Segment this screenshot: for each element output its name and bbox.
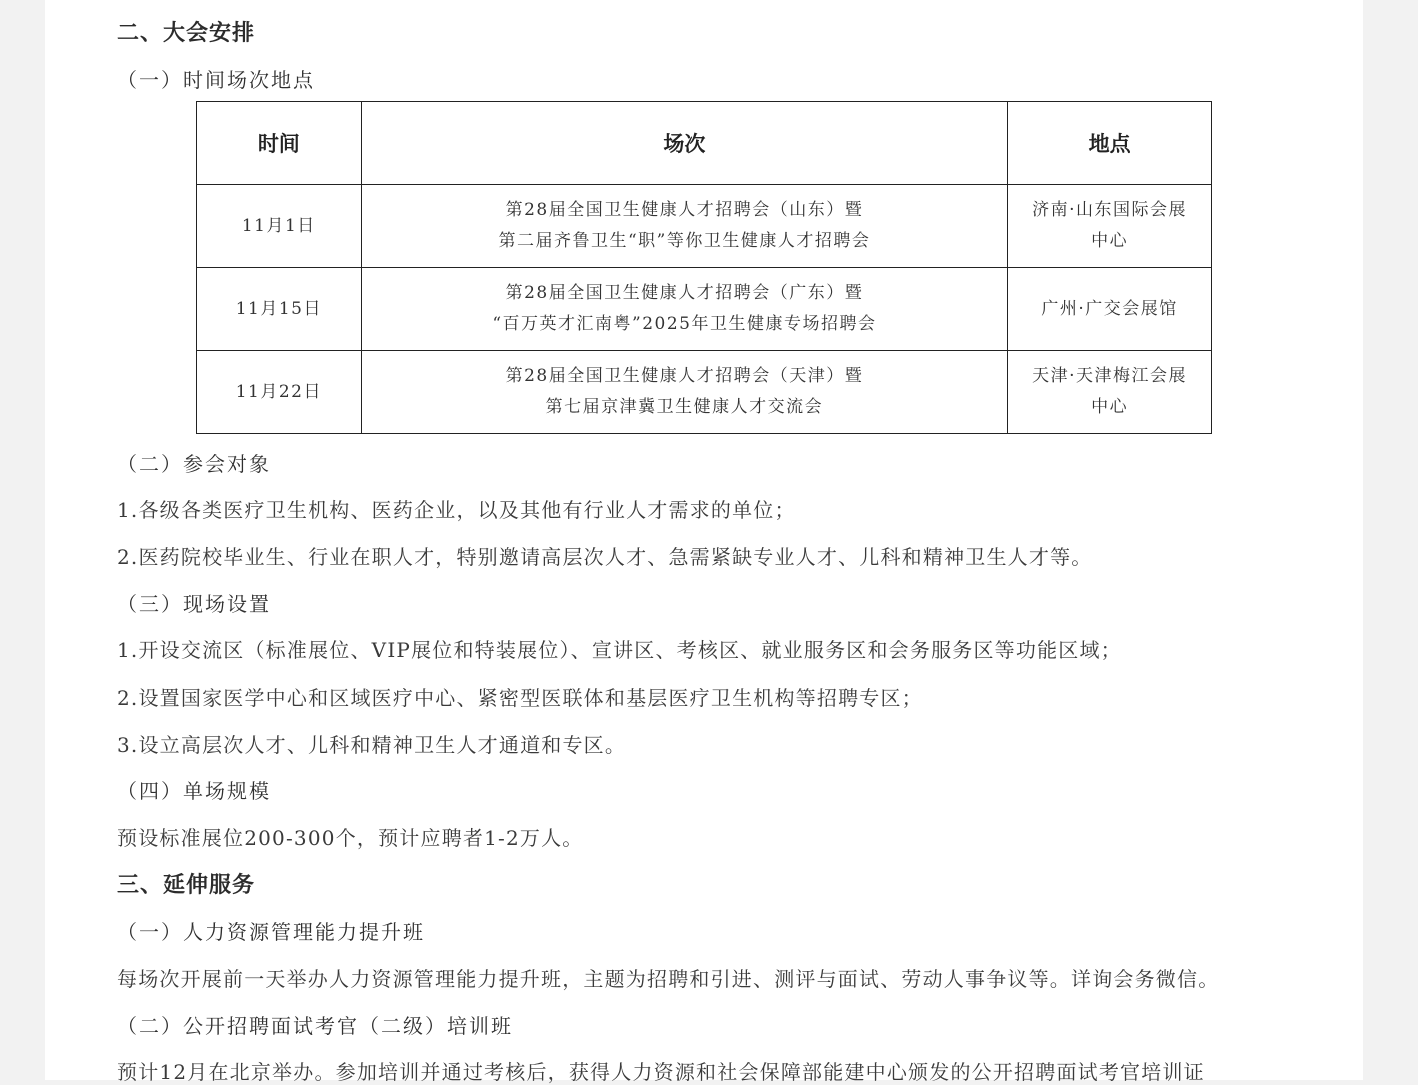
place-line: 广州·广交会展馆: [1041, 298, 1178, 319]
cell-time: 11月15日: [197, 268, 362, 351]
cell-place: [1008, 185, 1212, 268]
subheading-hr-training: （一）人力资源管理能力提升班: [117, 920, 425, 944]
scale-text: 预设标准展位200-300个，预计应聘者1-2万人。: [117, 826, 584, 850]
cell-place: [1008, 268, 1212, 351]
setup-item-1: 1.开设交流区（标准展位、VIP展位和特装展位）、宣讲区、考核区、就业服务区和会务服务区等功能区域；: [117, 638, 1122, 662]
place-line: 天津·天津梅江会展: [1032, 366, 1188, 386]
table-row: [197, 351, 1212, 434]
subheading-examiner-training: （二）公开招聘面试考官（二级）培训班: [117, 1014, 513, 1038]
participants-item-1: 1.各级各类医疗卫生机构、医药企业，以及其他有行业人才需求的单位；: [117, 498, 796, 522]
subheading-scale: （四）单场规模: [117, 779, 271, 803]
examiner-training-text: 预计12月在北京举办。参加培训并通过考核后，获得人力资源和社会保障部能建中心颁发的公开招聘面试考官培训证: [117, 1060, 1205, 1084]
cell-time: 11月1日: [197, 185, 362, 268]
subheading-participants: （二）参会对象: [117, 452, 271, 476]
schedule-table: [196, 101, 1212, 434]
session-line: 第28届全国卫生健康人才招聘会（广东）暨: [505, 283, 864, 303]
hr-training-text: 每场次开展前一天举办人力资源管理能力提升班，主题为招聘和引进、测评与面试、劳动人事争议等。详询会务微信。: [117, 967, 1220, 991]
subheading-onsite-setup: （三）现场设置: [117, 592, 271, 616]
setup-item-3: 3.设立高层次人才、儿科和精神卫生人才通道和专区。: [117, 733, 627, 757]
session-line: 第七届京津冀卫生健康人才交流会: [545, 397, 824, 417]
cell-time: 11月22日: [197, 351, 362, 434]
document-page: [45, 0, 1363, 1084]
table-row: [197, 185, 1212, 268]
table-header-row: [197, 102, 1212, 185]
session-line: “百万英才汇南粤”2025年卫生健康专场招聘会: [492, 314, 877, 334]
session-line: 第28届全国卫生健康人才招聘会（山东）暨: [505, 200, 864, 220]
cell-session: [361, 185, 1008, 268]
place-line: 中心: [1091, 231, 1129, 251]
setup-item-2: 2.设置国家医学中心和区域医疗中心、紧密型医联体和基层医疗卫生机构等招聘专区；: [117, 686, 923, 710]
header-session: 场次: [361, 102, 1008, 185]
header-time: 时间: [197, 102, 362, 185]
cell-session: [361, 268, 1008, 351]
session-line: 第二届齐鲁卫生“职”等你卫生健康人才招聘会: [498, 231, 871, 251]
table-row: [197, 268, 1212, 351]
cell-session: [361, 351, 1008, 434]
session-line: 第28届全国卫生健康人才招聘会（天津）暨: [505, 366, 864, 386]
subheading-time-venue: （一）时间场次地点: [117, 68, 315, 92]
place-line: 中心: [1091, 397, 1129, 417]
section-heading-extended-services: 三、延伸服务: [117, 872, 256, 898]
place-line: 济南·山东国际会展: [1032, 200, 1188, 220]
cell-place: [1008, 351, 1212, 434]
participants-item-2: 2.医药院校毕业生、行业在职人才，特别邀请高层次人才、急需紧缺专业人才、儿科和精神卫生人才等。: [117, 545, 1093, 569]
section-heading-arrangement: 二、大会安排: [117, 20, 256, 46]
header-place: 地点: [1008, 102, 1212, 185]
